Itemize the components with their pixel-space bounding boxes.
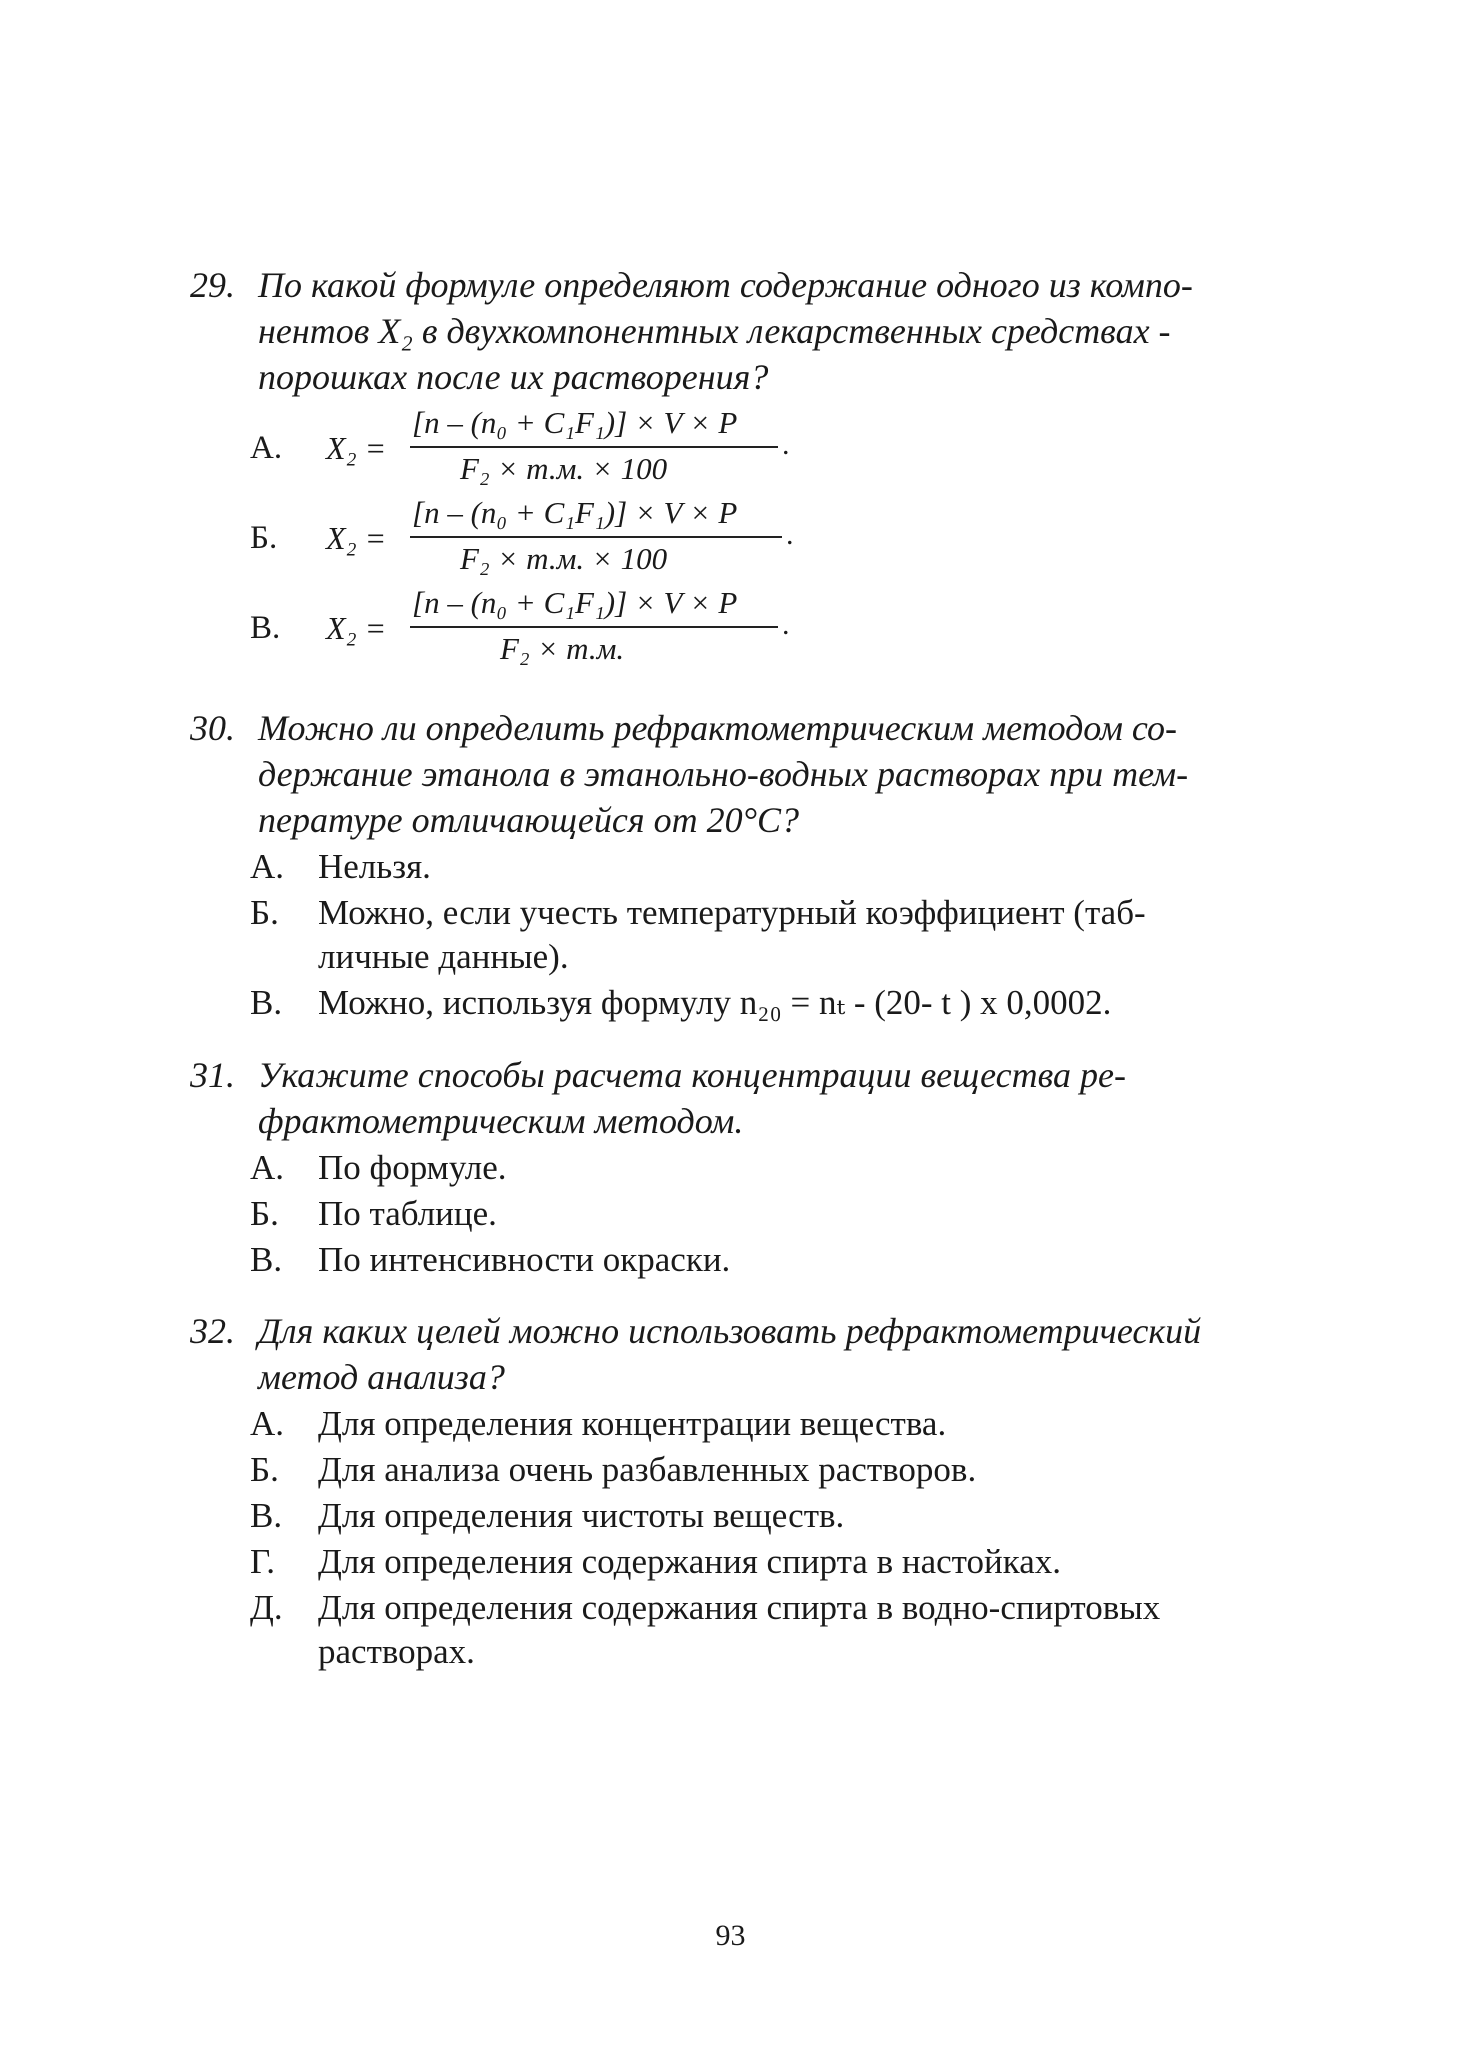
formula-lhs: X₂ = bbox=[326, 610, 387, 646]
option-text: Можно, если учесть температурный коэффициент (таб- bbox=[318, 893, 1146, 932]
question-number: 29. bbox=[190, 265, 235, 305]
formula-lhs: X₂ = bbox=[326, 520, 387, 556]
option-letter: Б. bbox=[250, 893, 279, 932]
option-text: Можно, используя формулу n₂₀ = nₜ - (20- t ) x 0,0002. bbox=[318, 983, 1112, 1022]
question-number: 32. bbox=[190, 1311, 235, 1351]
option-letter: В. bbox=[250, 983, 283, 1022]
formula-numerator: [n – (n₀ + C₁F₁)] × V × P bbox=[412, 405, 738, 440]
option-letter: А. bbox=[250, 1404, 285, 1443]
option-letter: Б. bbox=[250, 1194, 279, 1233]
formula-denominator: F₂ × т.м. × 100 bbox=[460, 451, 668, 486]
option-text: По формуле. bbox=[318, 1148, 507, 1187]
option-letter: Б. bbox=[250, 520, 278, 556]
option-letter: В. bbox=[250, 1496, 283, 1535]
option-text: Для определения концентрации вещества. bbox=[318, 1404, 947, 1443]
option-text: Для определения содержания спирта в настойках. bbox=[318, 1542, 1061, 1581]
formula-numerator: [n – (n₀ + C₁F₁)] × V × P bbox=[412, 495, 738, 530]
option-letter: В. bbox=[250, 610, 281, 646]
option-letter: А. bbox=[250, 430, 283, 466]
question-text-line: метод анализа? bbox=[258, 1357, 505, 1397]
option-text: Для определения чистоты веществ. bbox=[318, 1496, 845, 1535]
question-text-line: Укажите способы расчета концентрации вещества ре- bbox=[258, 1055, 1126, 1095]
fraction-bar bbox=[410, 626, 778, 628]
option-text: По интенсивности окраски. bbox=[318, 1240, 731, 1279]
question-text-line: По какой формуле определяют содержание одного из компо- bbox=[258, 265, 1193, 305]
formula-denominator: F₂ × т.м. × 100 bbox=[460, 541, 668, 576]
question-text-line: Можно ли определить рефрактометрическим методом со- bbox=[258, 708, 1177, 748]
formula-numerator: [n – (n₀ + C₁F₁)] × V × P bbox=[412, 585, 738, 620]
option-text: Нельзя. bbox=[318, 847, 431, 886]
option-text: Для определения содержания спирта в водно-спиртовых bbox=[318, 1588, 1161, 1627]
option-text: По таблице. bbox=[318, 1194, 497, 1233]
option-letter: А. bbox=[250, 1148, 285, 1187]
question-text-line: пературе отличающейся от 20°С? bbox=[258, 800, 799, 840]
question-text-line: порошках после их растворения? bbox=[258, 357, 769, 397]
question-number: 30. bbox=[190, 708, 235, 748]
option-text: личные данные). bbox=[318, 937, 569, 976]
fraction-bar bbox=[410, 536, 782, 538]
option-letter: Б. bbox=[250, 1450, 279, 1489]
page-number: 93 bbox=[715, 1919, 746, 1952]
formula-period: . bbox=[786, 518, 794, 551]
option-letter: В. bbox=[250, 1240, 283, 1279]
formula-lhs: X₂ = bbox=[326, 430, 387, 466]
option-letter: А. bbox=[250, 847, 285, 886]
question-text-line: держание этанола в этанольно-водных растворах при тем- bbox=[258, 754, 1189, 794]
question-number: 31. bbox=[190, 1055, 235, 1095]
formula-period: . bbox=[782, 608, 790, 641]
formula-denominator: F₂ × т.м. bbox=[500, 631, 625, 666]
option-letter: Г. bbox=[250, 1542, 276, 1581]
question-text-line: нентов X₂ в двухкомпонентных лекарственных средствах - bbox=[258, 311, 1171, 351]
option-letter: Д. bbox=[250, 1588, 283, 1627]
question-text-line: фрактометрическим методом. bbox=[258, 1101, 744, 1141]
formula-period: . bbox=[782, 428, 790, 461]
option-text: растворах. bbox=[318, 1632, 475, 1671]
option-text: Для анализа очень разбавленных растворов. bbox=[318, 1450, 977, 1489]
fraction-bar bbox=[410, 446, 778, 448]
question-text-line: Для каких целей можно использовать рефрактометрический bbox=[258, 1311, 1202, 1351]
